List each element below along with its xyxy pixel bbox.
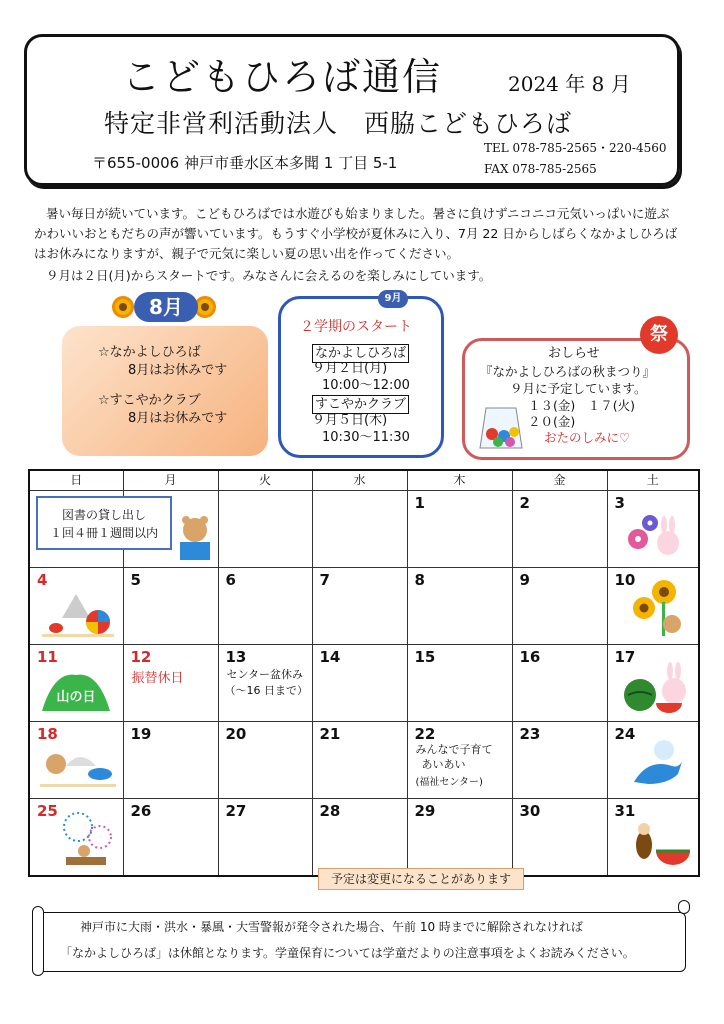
telephone: TEL 078-785-2565・220-4560 (484, 141, 667, 155)
day-number: 2 (519, 494, 530, 512)
festival-fan-icon: 祭 (640, 316, 678, 354)
weekday-thu: 木 (407, 470, 512, 491)
weekday-sun: 日 (29, 470, 123, 491)
intro-line-1: 暑い毎日が続いています。こどもひろばでは水遊びも始まりました。暑さに負けずニコニコ元気いっぱいに遊ぶ (46, 206, 670, 221)
day-number: 29 (414, 802, 436, 820)
august-badge: 8月 (134, 292, 198, 322)
weekday-sat: 土 (607, 470, 699, 491)
aug-nakayoshi-closed: 8月はお休みです (128, 363, 228, 378)
mountain-day-icon (38, 667, 114, 713)
day-cell (407, 722, 512, 799)
notice-line-2: １３(金) １７(火) (528, 398, 636, 413)
notice-line-3: ２０(金) (528, 414, 576, 429)
beetle-watermelon-icon (628, 815, 694, 871)
candy-bag-icon (476, 398, 526, 452)
beach-ball-crab-icon (42, 588, 114, 638)
day-number: 16 (519, 648, 541, 666)
day-number: 21 (319, 725, 341, 743)
day-cell (607, 568, 699, 645)
notice-event: 『なかよしひろばの秋まつり』 (480, 364, 656, 379)
day-cell-empty (312, 491, 407, 568)
schedule-change-note: 予定は変更になることがあります (318, 868, 524, 890)
day-number: 31 (614, 802, 636, 820)
day-number: 22 (414, 725, 436, 743)
day-cell (29, 799, 123, 877)
mountain-day-label: 山の日 (56, 690, 96, 705)
library-line-1: 図書の貸し出し (61, 508, 146, 522)
weekday-tue: 火 (218, 470, 312, 491)
day-number: 30 (519, 802, 541, 820)
day-cell (512, 799, 607, 877)
day-cell (607, 722, 699, 799)
day-cell (123, 568, 218, 645)
scroll-left-roll (32, 906, 44, 976)
issue-date: 2024 年 8 月 (508, 72, 631, 96)
day-number: 14 (319, 648, 341, 666)
weekday-mon: 月 (123, 470, 218, 491)
term-nakayoshi: なかよしひろば (312, 344, 409, 363)
week-row (29, 645, 699, 722)
organization-name: 特定非営利活動法人 西脇こどもひろば (104, 109, 573, 138)
aug-sukoyaka: ☆すこやかクラブ (98, 393, 201, 408)
day-cell (512, 568, 607, 645)
week-row (29, 799, 699, 877)
scroll-right-roll (678, 900, 690, 914)
library-lending-note (36, 496, 172, 550)
reading-bear-icon (174, 514, 216, 564)
day-cell (512, 645, 607, 722)
day-cell (312, 568, 407, 645)
day-cell (407, 799, 512, 877)
day-number: 26 (130, 802, 152, 820)
day-number: 27 (225, 802, 247, 820)
aug-sukoyaka-closed: 8月はお休みです (128, 411, 228, 426)
day-cell (218, 645, 312, 722)
day-cell (123, 645, 218, 722)
day-number: 24 (614, 725, 636, 743)
aug-nakayoshi: ☆なかよしひろば (98, 345, 201, 360)
day-number: 23 (519, 725, 541, 743)
day-cell-empty (218, 491, 312, 568)
sunflower-icon (112, 296, 134, 318)
day-cell (29, 722, 123, 799)
september-badge: 9月 (378, 290, 408, 308)
day-number: 11 (37, 648, 58, 666)
notice-title: おしらせ (548, 346, 600, 361)
day-number: 10 (614, 571, 636, 589)
day-cell (29, 568, 123, 645)
weekday-fri: 金 (512, 470, 607, 491)
welfare-center: (福祉センター) (415, 777, 483, 788)
day-cell (29, 645, 123, 722)
notice-line-1: ９月に予定しています。 (510, 381, 647, 396)
day-cell (607, 645, 699, 722)
term-sukoyaka-time: 10:30～11:30 (322, 430, 410, 445)
day-cell (407, 491, 512, 568)
day-cell (123, 722, 218, 799)
center-obon-closed: センター盆休み (226, 668, 304, 681)
substitute-holiday: 振替休日 (131, 671, 184, 686)
kosodate-event: みんなで子育て (415, 743, 493, 756)
day-number: 4 (37, 571, 48, 589)
dolphin-icon (628, 738, 684, 794)
day-cell (607, 491, 699, 568)
term-sukoyaka: すこやかクラブ (312, 395, 409, 414)
warning-line-2: 「なかよしひろば」は休館となります。学童保育については学童だよりの注意事項をよくお読みください。 (60, 946, 635, 960)
day-cell (218, 568, 312, 645)
day-cell (312, 645, 407, 722)
weekday-header-row (29, 470, 699, 491)
day-number: 6 (225, 571, 236, 589)
day-cell (407, 568, 512, 645)
day-cell (512, 491, 607, 568)
day-cell (407, 645, 512, 722)
day-number: 19 (130, 725, 152, 743)
beach-bear-icon (40, 744, 116, 790)
fireworks-icon (56, 807, 118, 871)
day-number: 7 (319, 571, 330, 589)
library-line-2: １回４冊１週間以内 (49, 526, 158, 540)
day-number: 15 (414, 648, 436, 666)
day-cell (312, 722, 407, 799)
term-nakayoshi-time: 10:00～12:00 (322, 378, 410, 393)
second-term-title: ２学期のスタート (300, 319, 412, 335)
newsletter-title: こどもひろば通信 (122, 55, 443, 99)
day-number: 5 (130, 571, 141, 589)
day-number: 28 (319, 802, 341, 820)
day-number: 1 (414, 494, 425, 512)
day-number: 3 (614, 494, 625, 512)
morning-glory-rabbit-icon (622, 509, 686, 563)
weekday-wed: 水 (312, 470, 407, 491)
watermelon-rabbit-icon (622, 661, 692, 717)
term-sukoyaka-date: ９月５日(木) (312, 413, 388, 428)
day-number: 12 (130, 648, 152, 666)
fax: FAX 078-785-2565 (484, 162, 597, 176)
week-row (29, 568, 699, 645)
warning-line-1: 神戸市に大雨・洪水・暴風・大雪警報が発令された場合、午前 10 時までに解除されなければ (80, 920, 583, 934)
day-number: 13 (225, 648, 247, 666)
term-nakayoshi-date: ９月２日(月) (312, 361, 388, 376)
day-number: 18 (37, 725, 58, 743)
day-number: 17 (614, 648, 636, 666)
aiai-event: あいあい (421, 758, 466, 771)
intro-line-4: ９月は２日(月)からスタートです。みなさんに会えるのを楽しみにしています。 (46, 268, 492, 283)
notice-line-4: おたのしみに♡ (544, 430, 631, 445)
day-number: 20 (225, 725, 247, 743)
week-row (29, 722, 699, 799)
day-number: 8 (414, 571, 425, 589)
day-cell (123, 799, 218, 877)
day-cell (607, 799, 699, 877)
intro-line-3: はお休みになりますが、親子で元気に楽しい夏の思い出を作ってください。 (34, 246, 460, 261)
day-cell (312, 799, 407, 877)
address: 〒655-0006 神戸市垂水区本多聞 1 丁目 5-1 (92, 154, 398, 172)
sunflower-bear-icon (628, 578, 688, 640)
intro-line-2: かわいいおともだちの声が響いています。もうすぐ小学校が夏休みに入り、7月 22 日からしばらくなかよしひろば (34, 226, 678, 241)
day-cell (218, 722, 312, 799)
day-cell (218, 799, 312, 877)
day-number: 9 (519, 571, 530, 589)
day-number: 25 (37, 802, 58, 820)
day-cell (512, 722, 607, 799)
center-obon-until: （～16 日まで） (224, 684, 308, 697)
